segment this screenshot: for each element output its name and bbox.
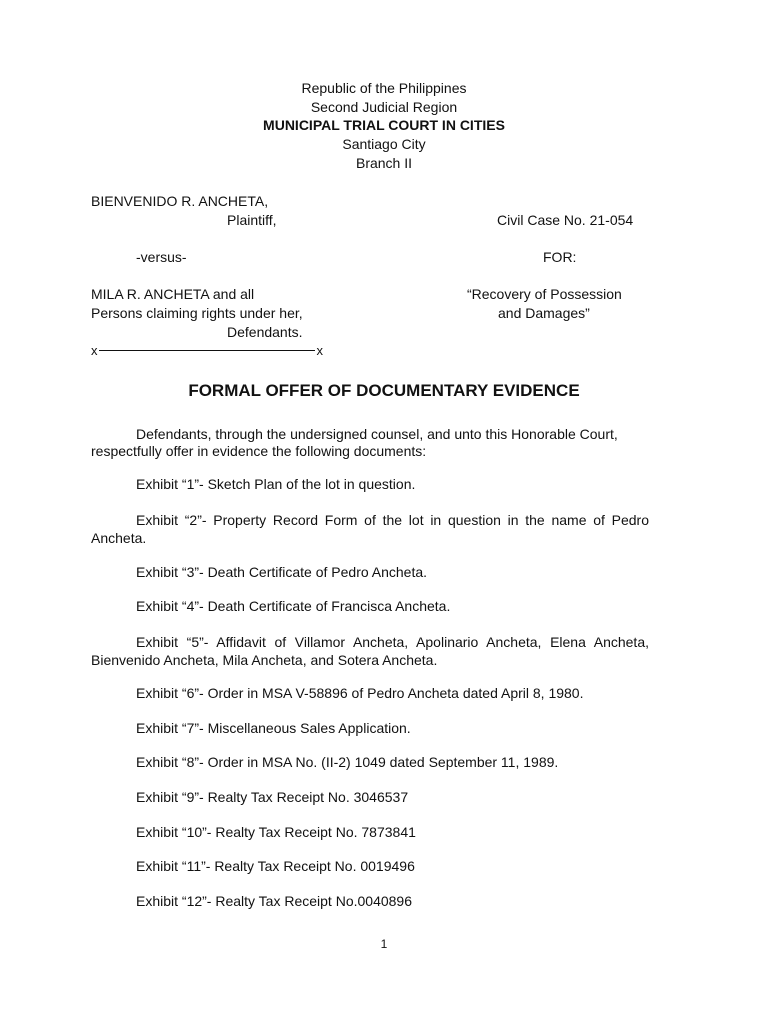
header-court: MUNICIPAL TRIAL COURT IN CITIES xyxy=(263,117,505,133)
exhibit-5 xyxy=(91,633,649,669)
header-region: Second Judicial Region xyxy=(310,99,458,115)
for-label: FOR: xyxy=(543,249,577,265)
exhibit-6: Exhibit “6”- Order in MSA V-58896 of Pedro Ancheta dated April 8, 1980. xyxy=(136,685,584,701)
exhibit-2 xyxy=(91,511,649,547)
exhibit-2-line1: Exhibit “2”- Property Record Form of the lot in question in the name of Pedro xyxy=(136,512,649,528)
plaintiff-name: BIENVENIDO R. ANCHETA, xyxy=(91,193,269,209)
exhibit-7: Exhibit “7”- Miscellaneous Sales Application. xyxy=(136,720,411,736)
versus-label: -versus- xyxy=(136,249,187,265)
header-republic: Republic of the Philippines xyxy=(301,80,467,96)
exhibit-3: Exhibit “3”- Death Certificate of Pedro Ancheta. xyxy=(136,564,428,580)
header-city: Santiago City xyxy=(342,136,426,152)
exhibit-12: Exhibit “12”- Realty Tax Receipt No.0040896 xyxy=(136,893,413,909)
exhibit-5-line1: Exhibit “5”- Affidavit of Villamor Ancheta, Apolinario Ancheta, Elena Ancheta, xyxy=(136,634,649,650)
page-number: 1 xyxy=(380,937,388,951)
separator-right-mark: x xyxy=(316,343,323,358)
plaintiff-role: Plaintiff, xyxy=(227,212,277,228)
defendant-description: Persons claiming rights under her, xyxy=(91,305,303,321)
exhibit-10: Exhibit “10”- Realty Tax Receipt No. 7873841 xyxy=(136,824,416,840)
exhibit-11: Exhibit “11”- Realty Tax Receipt No. 0019496 xyxy=(136,858,415,874)
header-branch: Branch II xyxy=(355,155,413,171)
case-nature-line2: and Damages” xyxy=(498,305,590,321)
exhibit-8: Exhibit “8”- Order in MSA No. (II-2) 1049 dated September 11, 1989. xyxy=(136,754,559,770)
exhibit-9: Exhibit “9”- Realty Tax Receipt No. 3046537 xyxy=(136,789,409,805)
separator-rule xyxy=(99,350,315,351)
exhibit-2-line2: Ancheta. xyxy=(91,530,147,546)
defendant-role: Defendants. xyxy=(227,324,303,340)
exhibit-4: Exhibit “4”- Death Certificate of Francisca Ancheta. xyxy=(136,598,451,614)
intro-line1: Defendants, through the undersigned counsel, and unto this Honorable Court, xyxy=(136,426,618,442)
defendant-name: MILA R. ANCHETA and all xyxy=(91,286,255,302)
case-number: Civil Case No. 21-054 xyxy=(497,212,634,228)
intro-line2: respectfully offer in evidence the following documents: xyxy=(91,443,427,459)
separator-left-mark: x xyxy=(91,343,98,358)
document-title: FORMAL OFFER OF DOCUMENTARY EVIDENCE xyxy=(188,381,580,400)
exhibit-5-line2: Bienvenido Ancheta, Mila Ancheta, and Sotera Ancheta. xyxy=(91,652,438,668)
exhibit-1: Exhibit “1”- Sketch Plan of the lot in question. xyxy=(136,476,416,492)
case-nature-line1: “Recovery of Possession xyxy=(467,286,622,302)
caption-separator xyxy=(91,343,323,357)
